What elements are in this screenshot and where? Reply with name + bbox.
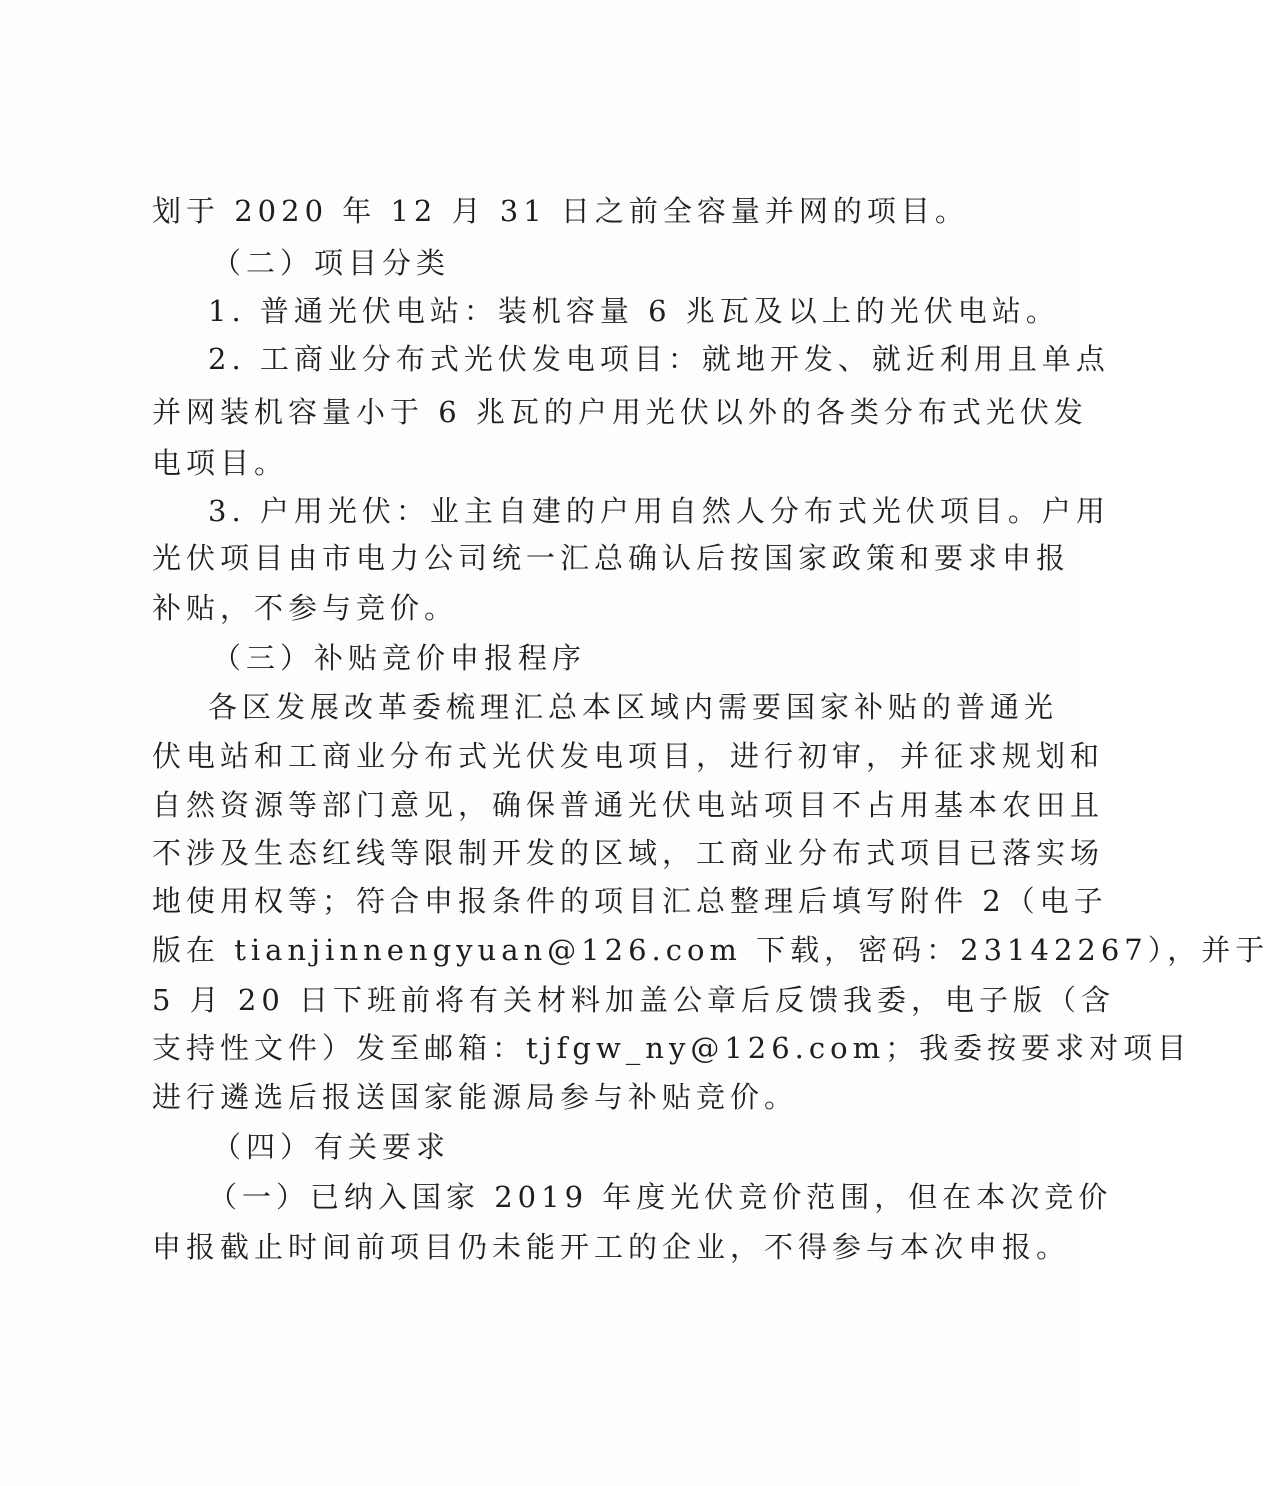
paragraph-line: 并网装机容量小于 6 兆瓦的户用光伏以外的各类分布式光伏发 [152,395,1088,429]
section-heading-project-classification: （二）项目分类 [212,246,451,280]
paragraph-line: 自然资源等部门意见，确保普通光伏电站项目不占用基本农田且 [152,788,1105,822]
paragraph-line: 电项目。 [152,446,289,480]
list-item-2-line: 2. 工商业分布式光伏发电项目：就地开发、就近利用且单点 [208,342,1110,376]
list-item-1-line: 1. 普通光伏电站：装机容量 6 兆瓦及以上的光伏电站。 [208,294,1060,328]
section-heading-bidding-procedure: （三）补贴竞价申报程序 [212,641,587,675]
paragraph-line: 补贴，不参与竞价。 [152,591,459,625]
paragraph-line: 光伏项目由市电力公司统一汇总确认后按国家政策和要求申报 [152,541,1071,575]
paragraph-line: 地使用权等；符合申报条件的项目汇总整理后填写附件 2（电子 [152,884,1108,918]
paragraph-line: 各区发展改革委梳理汇总本区域内需要国家补贴的普通光 [208,690,1059,724]
paragraph-line: 伏电站和工商业分布式光伏发电项目，进行初审，并征求规划和 [152,739,1105,773]
paragraph-line: （一）已纳入国家 2019 年度光伏竞价范围，但在本次竞价 [208,1180,1113,1214]
paragraph-line: 版在 tianjinnengyuan@126.com 下载，密码：23142267），并于 [152,933,1269,967]
paragraph-line: 申报截止时间前项目仍未能开工的企业，不得参与本次申报。 [152,1230,1071,1264]
section-heading-requirements: （四）有关要求 [212,1130,451,1164]
paragraph-line: 进行遴选后报送国家能源局参与补贴竞价。 [152,1080,799,1114]
paragraph-line: 划于 2020 年 12 月 31 日之前全容量并网的项目。 [152,194,969,228]
paragraph-line: 5 月 20 日下班前将有关材料加盖公章后反馈我委，电子版（含 [152,983,1116,1017]
paragraph-line: 支持性文件）发至邮箱：tjfgw_ny@126.com；我委按要求对项目 [152,1031,1192,1065]
paragraph-line: 不涉及生态红线等限制开发的区域，工商业分布式项目已落实场 [152,836,1105,870]
list-item-3-line: 3. 户用光伏：业主自建的户用自然人分布式光伏项目。户用 [208,494,1110,528]
